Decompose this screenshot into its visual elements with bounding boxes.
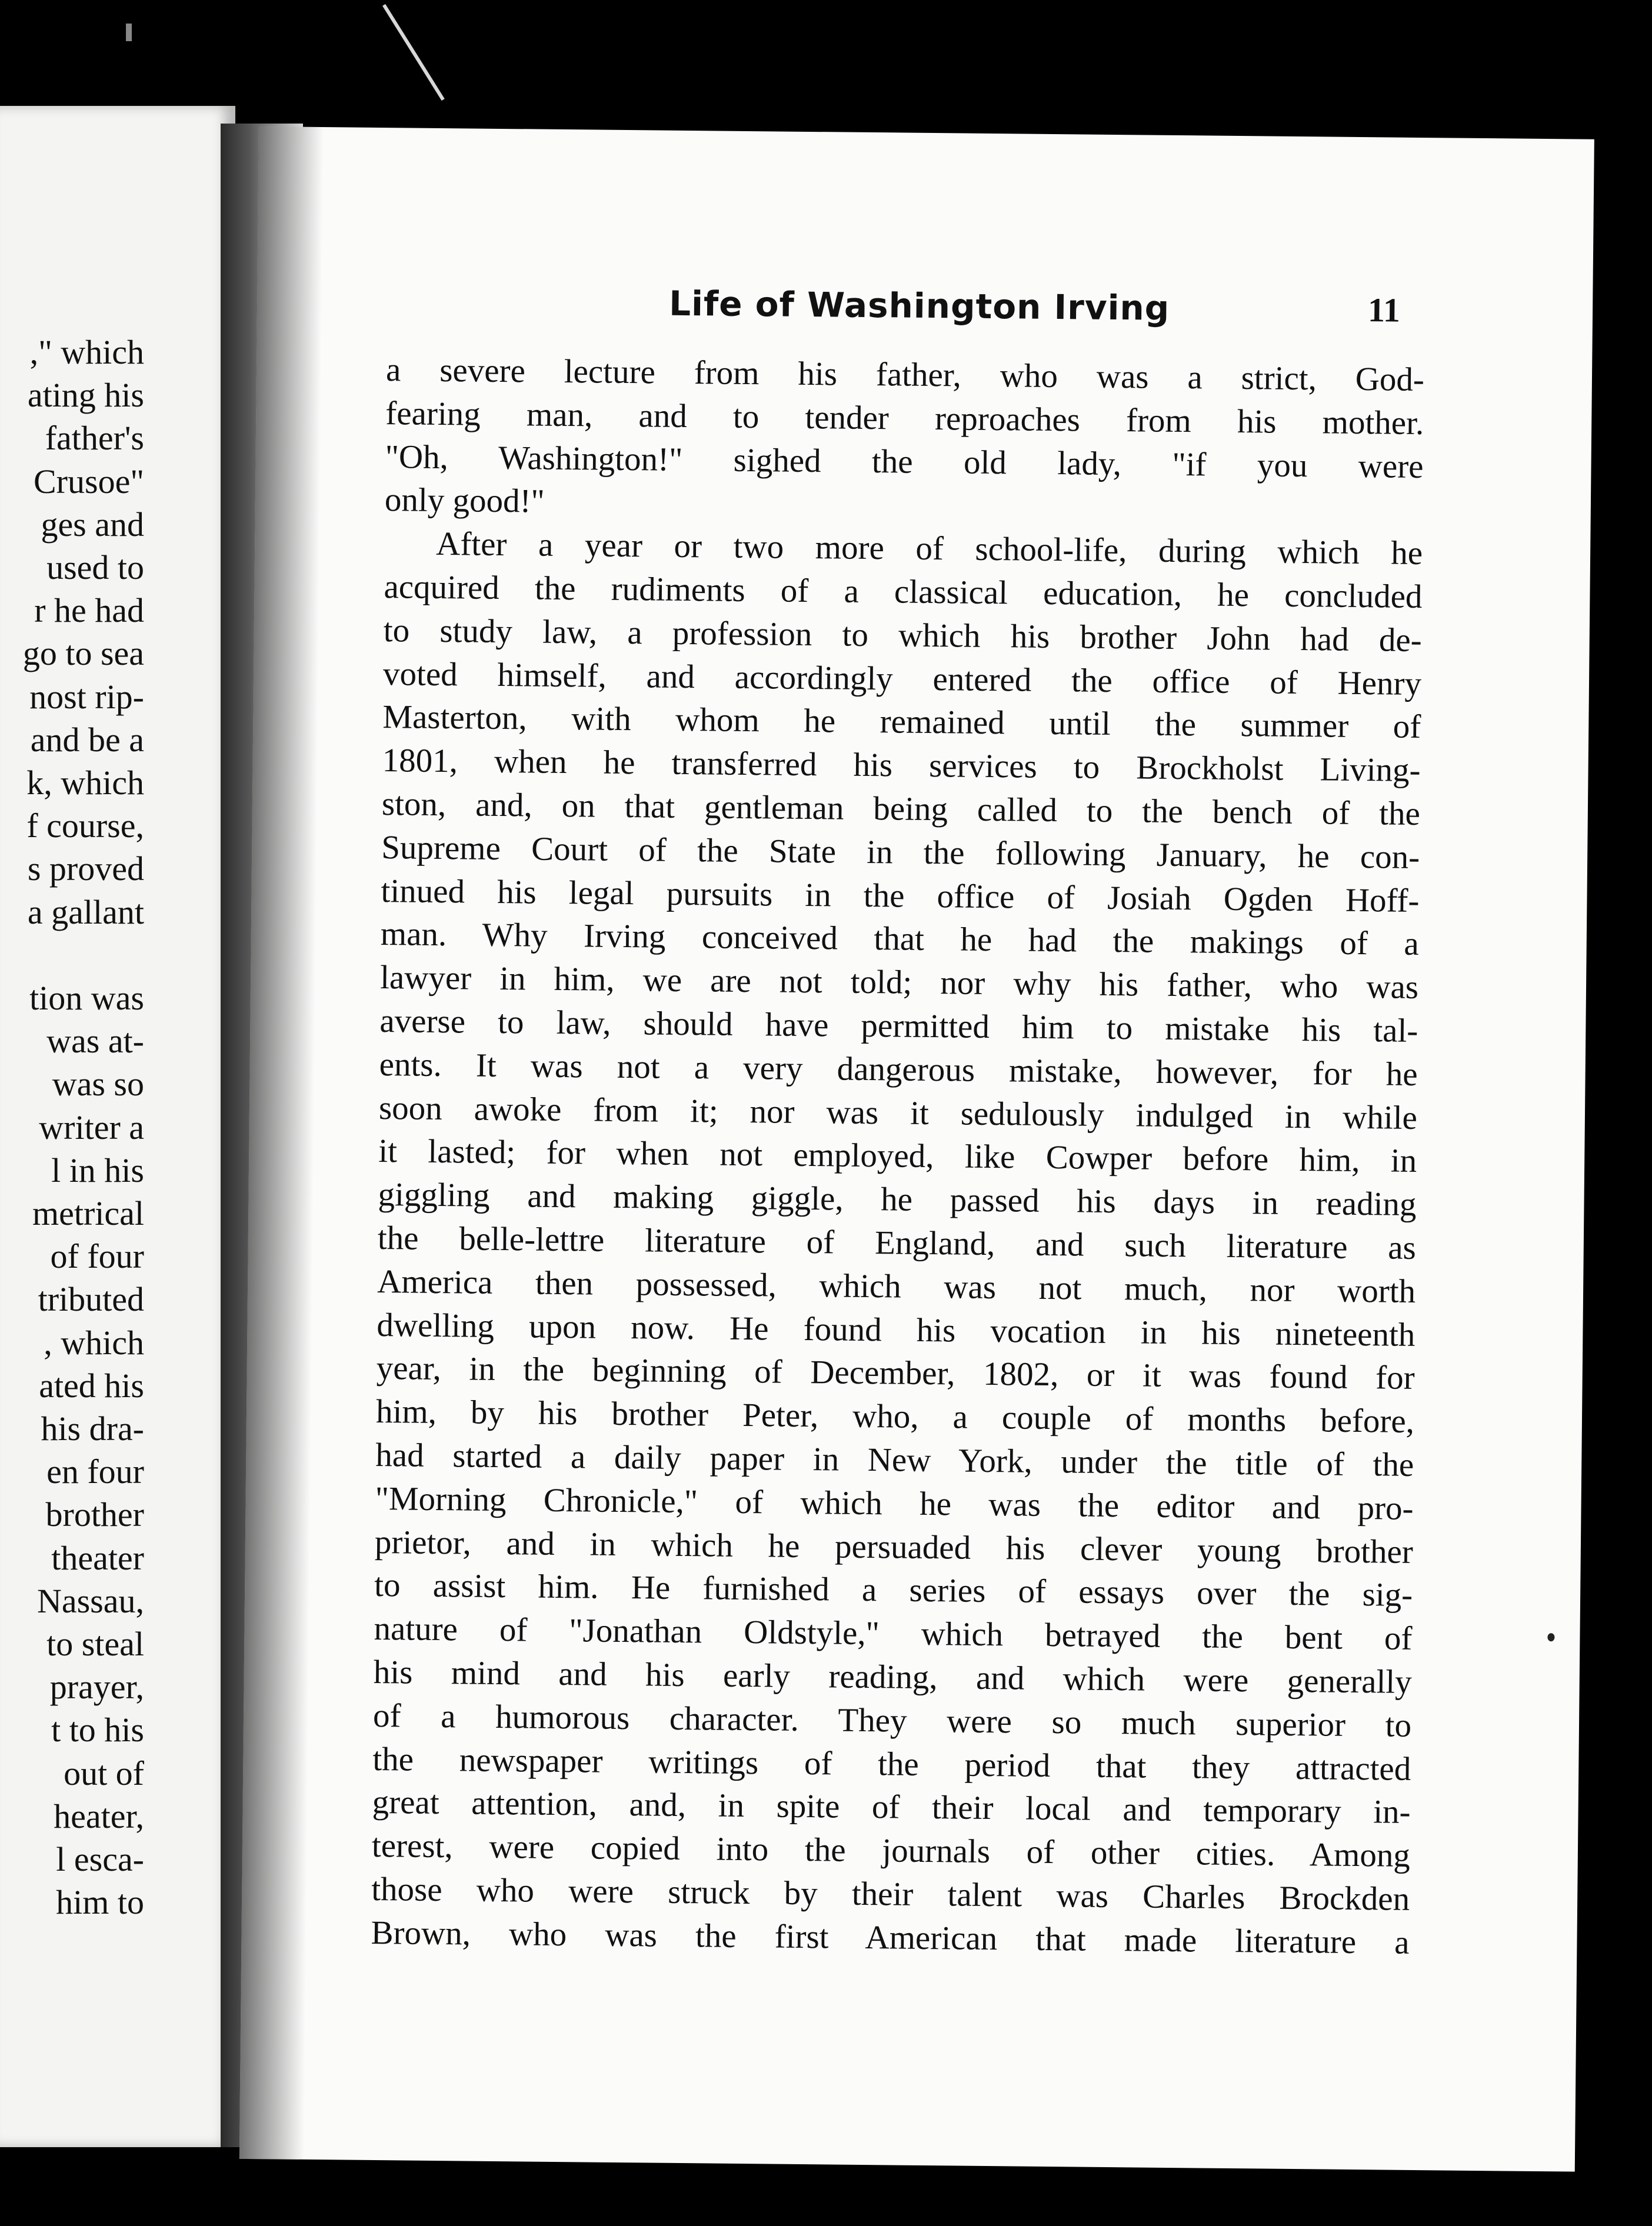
text-line: voted himself, and accordingly entered the office of Henry [382,655,1422,702]
text-line-paragraph-start: After a year or two more of school-life, during which he [435,525,1423,572]
left-page-text-fragment: heater, [54,1797,144,1835]
text-line: nature of "Jonathan Oldstyle," which betrayed the bent of [374,1610,1413,1658]
text-line: soon awoke from it; nor was it sedulously indulged in while [378,1089,1418,1137]
scan-speck [1547,1633,1554,1641]
left-facing-page [0,106,235,2147]
left-page-text-fragment: ating his [27,376,144,415]
left-page-text-fragment: to steal [46,1625,144,1663]
left-page-text-fragment: go to sea [22,634,144,673]
left-page-text-fragment: was at- [46,1022,144,1061]
text-line: "Morning Chronicle," of which he was the editor and pro- [375,1479,1414,1527]
left-page-text-fragment: writer a [39,1108,144,1147]
left-page-text-fragment: r he had [34,591,144,630]
running-head-title: Life of Washington Irving [668,283,1170,328]
text-line: dwelling upon now. He found his vocation in his nineteenth [377,1306,1415,1354]
left-page-text-fragment: en four [46,1452,144,1491]
page-number: 11 [1367,291,1401,329]
scan-artifact-mark [382,4,445,101]
text-line: ston, and, on that gentleman being called to the bench of the [381,785,1421,832]
left-page-text-fragment: nost rip- [29,677,144,716]
left-page-text-fragment: out of [64,1754,144,1792]
text-line: man. Why Irving conceived that he had the makings of a [380,915,1420,963]
text-line: Masterton, with whom he remained until the summer of [382,698,1421,746]
left-page-text-fragment: f course, [26,807,144,845]
left-page-text-fragment: Nassau, [36,1581,144,1620]
text-line: year, in the beginning of December, 1802, or it was found for [376,1349,1415,1397]
text-line: a severe lecture from his father, who was a strict, God- [385,351,1425,399]
text-line: Supreme Court of the State in the following January, he con- [381,828,1420,876]
left-page-text-fragment: brother [45,1495,144,1534]
left-page-text-fragment: s proved [27,849,144,888]
text-line: 1801, when he transferred his services to Brockholst Living- [382,742,1421,789]
left-page-text-fragment: theater [51,1538,144,1577]
text-line: fearing man, and to tender reproaches from his mother. [385,394,1424,442]
text-line: of a humorous character. They were so much superior to [372,1697,1412,1744]
left-page-text-fragment: prayer, [49,1668,144,1707]
text-line: giggling and making giggle, he passed his days in reading [378,1176,1417,1224]
left-page-text-fragment: metrical [32,1194,144,1232]
text-line: to assist him. He furnished a series of essays over the sig- [374,1567,1413,1614]
left-page-text-fragment: , which [44,1323,144,1362]
text-line: Brown, who was the first American that made literature a [371,1914,1410,1961]
left-page-text-fragment: and be a [30,720,144,759]
text-line: the newspaper writings of the period that they attracted [372,1740,1411,1788]
left-page-text-fragment: tion was [29,979,144,1017]
text-line: to study law, a profession to which his brother John had de- [383,611,1423,659]
text-line: America then possessed, which was not much, nor worth [377,1262,1416,1310]
left-page-text-fragment: was so [52,1065,144,1104]
text-line: had started a daily paper in New York, under the title of the [375,1436,1414,1484]
text-line: averse to law, should have permitted him to mistake his tal- [379,1002,1418,1049]
body-text [371,348,1424,1964]
left-page-text-fragment: tributed [38,1280,144,1319]
text-line: only good!" [384,481,545,521]
text-line: his mind and his early reading, and which were generally [373,1653,1413,1701]
text-line: terest, were copied into the journals of other cities. Among [371,1827,1411,1875]
left-page-text-fragment: k, which [26,764,144,802]
text-line: lawyer in him, we are not told; nor why his father, who was [379,959,1419,1007]
text-line: the belle-lettre literature of England, and such literature as [377,1219,1417,1267]
text-line: acquired the rudiments of a classical education, he concluded [384,568,1423,616]
left-page-text-fragment: a gallant [27,892,144,931]
left-page-text-fragment: ated his [39,1366,144,1405]
left-page-text-fragment: his dra- [41,1409,144,1448]
scan-artifact-dot [126,24,132,41]
left-page-text-fragment: used to [46,548,144,587]
text-line: it lasted; for when not employed, like Cowper before him, in [378,1132,1417,1180]
text-line: him, by his brother Peter, who, a couple of months before, [375,1393,1415,1441]
text-line: prietor, and in which he persuaded his clever young brother [374,1523,1414,1571]
left-page-text-fragment: l in his [51,1151,144,1189]
text-line: ents. It was not a very dangerous mistake, however, for he [379,1045,1418,1093]
left-page-text-fragment: of four [50,1237,144,1276]
left-page-text-fragment: l esca- [56,1840,144,1878]
left-page-text-fragment: him to [56,1883,144,1922]
right-page [239,126,1594,2172]
text-line: those who were struck by their talent was Charles Brockden [371,1870,1410,1918]
left-page-text-fragment: father's [45,419,144,458]
left-page-text-fragment: ges and [41,505,144,544]
left-page-text-fragment: ," which [29,333,144,371]
left-page-text-fragment: Crusoe" [34,462,144,501]
text-line: great attention, and, in spite of their local and temporary in- [372,1784,1411,1831]
text-line: tinued his legal pursuits in the office of Josiah Ogden Hoff- [381,872,1420,919]
text-line: "Oh, Washington!" sighed the old lady, "if you were [385,438,1424,485]
left-page-text-fragment: t to his [51,1711,144,1750]
